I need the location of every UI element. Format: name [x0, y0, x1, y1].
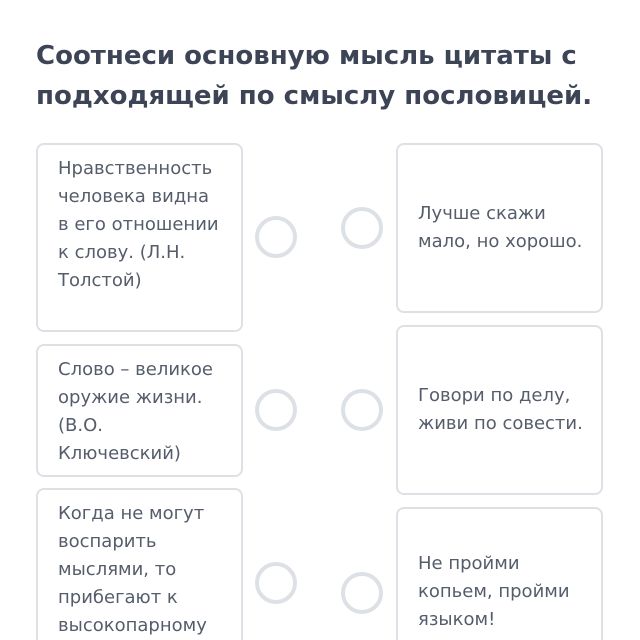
quote-2-connector[interactable] [255, 389, 297, 431]
proverb-2-connector[interactable] [341, 389, 383, 431]
quote-3-connector[interactable] [255, 562, 297, 604]
proverb-text: Говори по делу, живи по совести. [418, 385, 583, 434]
proverb-text: Не пройми копьем, пройми языком! [418, 553, 570, 630]
quote-text: Слово – великое оружие жизни. (В.О. Ключевский) [58, 359, 213, 464]
quote-card-1[interactable] [36, 143, 243, 332]
question-title: Соотнеси основную мысль цитаты с подходящей по смыслу пословицей. [36, 41, 593, 111]
proverb-card-2[interactable] [396, 325, 603, 495]
quote-card-3[interactable] [36, 488, 243, 640]
quote-text: Когда не могут воспарить мыслями, то прибегают к высокопарному [58, 503, 207, 636]
quote-card-2[interactable] [36, 344, 243, 477]
proverb-card-1[interactable] [396, 143, 603, 313]
proverb-3-connector[interactable] [341, 572, 383, 614]
quote-1-connector[interactable] [255, 216, 297, 258]
proverb-text: Лучше скажи мало, но хорошо. [418, 203, 583, 252]
proverb-1-connector[interactable] [341, 207, 383, 249]
proverb-card-3[interactable] [396, 507, 603, 640]
quote-text: Нравственность человека видна в его отношении к слову. (Л.Н. Толстой) [58, 158, 219, 291]
